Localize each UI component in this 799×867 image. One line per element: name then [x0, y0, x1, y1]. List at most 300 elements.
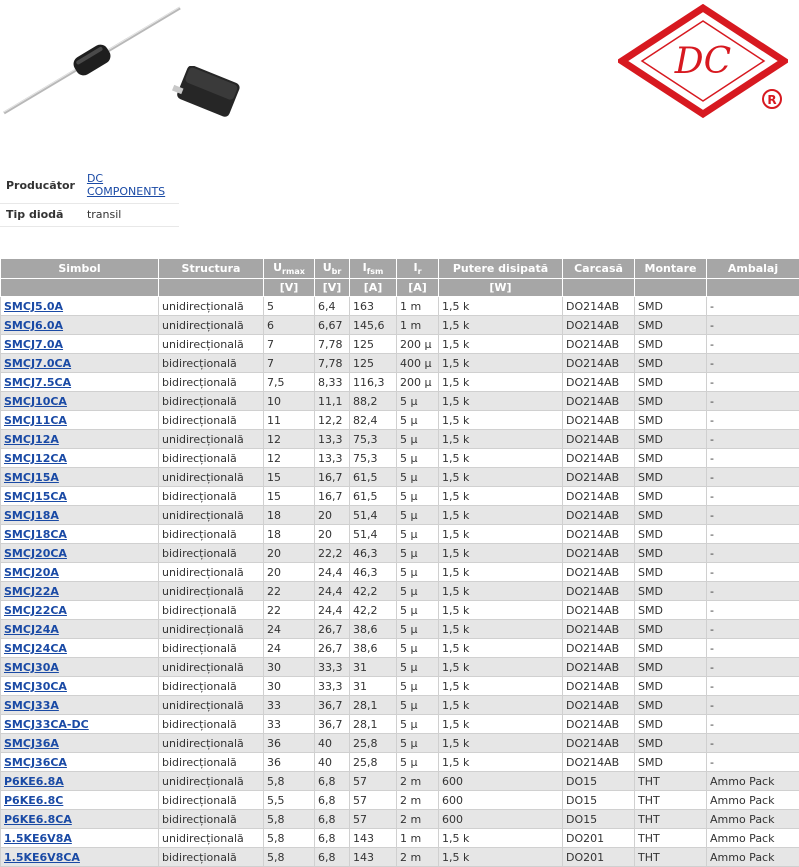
cell-structure: unidirecțională [159, 335, 264, 354]
product-info-table [0, 168, 179, 227]
cell-mount: SMD [635, 582, 707, 601]
cell-case: DO214AB [563, 525, 635, 544]
svg-text:R: R [767, 93, 776, 107]
product-link[interactable]: SMCJ24A [4, 623, 59, 636]
table-row[interactable] [1, 544, 799, 563]
cell-ir: 5 μ [397, 506, 439, 525]
cell-ir: 2 m [397, 810, 439, 829]
cell-structure: bidirecțională [159, 715, 264, 734]
cell-ir: 5 μ [397, 601, 439, 620]
cell-structure: unidirecțională [159, 696, 264, 715]
cell-case: DO214AB [563, 620, 635, 639]
cell-urmax: 12 [264, 430, 315, 449]
cell-power: 1,5 k [439, 715, 563, 734]
product-link[interactable]: P6KE6.8A [4, 775, 64, 788]
cell-structure: unidirecțională [159, 734, 264, 753]
cell-ubr: 36,7 [315, 696, 350, 715]
cell-case: DO214AB [563, 658, 635, 677]
cell-pack: - [707, 753, 799, 772]
cell-ifsm: 125 [350, 335, 397, 354]
cell-ifsm: 75,3 [350, 449, 397, 468]
cell-power: 1,5 k [439, 297, 563, 316]
cell-ifsm: 125 [350, 354, 397, 373]
col-header-ir[interactable]: $I_r$ [397, 259, 439, 279]
product-link[interactable]: SMCJ7.0CA [4, 357, 71, 370]
cell-urmax: 10 [264, 392, 315, 411]
cell-symbol [1, 734, 159, 753]
product-link[interactable]: SMCJ36A [4, 737, 59, 750]
cell-power: 1,5 k [439, 601, 563, 620]
cell-ifsm: 51,4 [350, 525, 397, 544]
cell-urmax: 18 [264, 525, 315, 544]
cell-pack: Ammo Pack [707, 791, 799, 810]
smd-package-image [172, 66, 244, 118]
cell-ifsm: 38,6 [350, 620, 397, 639]
cell-symbol [1, 829, 159, 848]
cell-urmax: 5,8 [264, 829, 315, 848]
table-row[interactable] [1, 506, 799, 525]
cell-power: 1,5 k [439, 525, 563, 544]
cell-ubr: 13,3 [315, 449, 350, 468]
product-link[interactable]: SMCJ36CA [4, 756, 67, 769]
cell-case: DO214AB [563, 487, 635, 506]
cell-pack: Ammo Pack [707, 810, 799, 829]
cell-structure: unidirecțională [159, 658, 264, 677]
cell-ubr: 6,8 [315, 848, 350, 867]
table-row[interactable] [1, 430, 799, 449]
cell-urmax: 5,8 [264, 848, 315, 867]
cell-power: 1,5 k [439, 468, 563, 487]
cell-structure: bidirecțională [159, 753, 264, 772]
product-link[interactable]: SMCJ12CA [4, 452, 67, 465]
cell-case: DO214AB [563, 392, 635, 411]
cell-ir: 5 μ [397, 468, 439, 487]
cell-ubr: 11,1 [315, 392, 350, 411]
col-header-structure[interactable]: Structura [159, 259, 264, 279]
cell-mount: SMD [635, 601, 707, 620]
table-header-row [1, 259, 799, 279]
cell-ubr: 6,8 [315, 772, 350, 791]
cell-ifsm: 28,1 [350, 696, 397, 715]
cell-structure: unidirecțională [159, 468, 264, 487]
cell-ifsm: 42,2 [350, 582, 397, 601]
cell-case: DO201 [563, 829, 635, 848]
info-label: Tip diodă [0, 204, 81, 227]
cell-ir: 2 m [397, 848, 439, 867]
cell-symbol [1, 468, 159, 487]
cell-case: DO214AB [563, 563, 635, 582]
cell-symbol [1, 582, 159, 601]
cell-symbol [1, 696, 159, 715]
product-link[interactable]: SMCJ20A [4, 566, 59, 579]
cell-urmax: 7,5 [264, 373, 315, 392]
table-row[interactable] [1, 411, 799, 430]
cell-urmax: 15 [264, 468, 315, 487]
cell-pack: - [707, 696, 799, 715]
cell-case: DO214AB [563, 734, 635, 753]
product-link[interactable]: SMCJ15A [4, 471, 59, 484]
cell-urmax: 33 [264, 696, 315, 715]
col-header-urmax[interactable]: $U_{rmax}$ [264, 259, 315, 279]
cell-mount: SMD [635, 449, 707, 468]
cell-pack: Ammo Pack [707, 829, 799, 848]
cell-symbol [1, 430, 159, 449]
cell-symbol [1, 316, 159, 335]
cell-mount: SMD [635, 411, 707, 430]
cell-ubr: 36,7 [315, 715, 350, 734]
table-row[interactable] [1, 468, 799, 487]
unit-urmax: [V] [264, 279, 315, 297]
cell-pack: - [707, 430, 799, 449]
unit-power: [W] [439, 279, 563, 297]
cell-power: 1,5 k [439, 506, 563, 525]
cell-mount: SMD [635, 373, 707, 392]
cell-pack: - [707, 316, 799, 335]
product-link[interactable]: SMCJ33A [4, 699, 59, 712]
cell-symbol [1, 715, 159, 734]
cell-ir: 2 m [397, 791, 439, 810]
cell-ir: 1 m [397, 829, 439, 848]
cell-ifsm: 57 [350, 810, 397, 829]
cell-ifsm: 163 [350, 297, 397, 316]
product-link[interactable]: SMCJ30A [4, 661, 59, 674]
cell-structure: unidirecțională [159, 582, 264, 601]
product-images-header [0, 0, 799, 130]
cell-ubr: 26,7 [315, 639, 350, 658]
cell-structure: bidirecțională [159, 810, 264, 829]
cell-urmax: 22 [264, 582, 315, 601]
cell-symbol [1, 354, 159, 373]
table-row[interactable] [1, 487, 799, 506]
cell-ubr: 7,78 [315, 335, 350, 354]
product-link[interactable]: SMCJ33CA-DC [4, 718, 89, 731]
cell-structure: unidirecțională [159, 316, 264, 335]
cell-case: DO214AB [563, 753, 635, 772]
table-row[interactable] [1, 316, 799, 335]
table-row[interactable] [1, 582, 799, 601]
cell-ifsm: 31 [350, 677, 397, 696]
cell-symbol [1, 297, 159, 316]
table-row[interactable] [1, 772, 799, 791]
cell-ubr: 7,78 [315, 354, 350, 373]
col-header-ifsm[interactable]: $I_{fsm}$ [350, 259, 397, 279]
cell-ir: 5 μ [397, 487, 439, 506]
cell-urmax: 7 [264, 354, 315, 373]
cell-symbol [1, 620, 159, 639]
product-link[interactable]: SMCJ30CA [4, 680, 67, 693]
col-header-symbol[interactable]: Simbol [1, 259, 159, 279]
cell-urmax: 7 [264, 335, 315, 354]
unit-ubr: [V] [315, 279, 350, 297]
cell-case: DO214AB [563, 544, 635, 563]
cell-ubr: 13,3 [315, 430, 350, 449]
cell-urmax: 24 [264, 639, 315, 658]
cell-ifsm: 61,5 [350, 468, 397, 487]
cell-ubr: 16,7 [315, 487, 350, 506]
cell-pack: - [707, 525, 799, 544]
cell-mount: SMD [635, 696, 707, 715]
product-link[interactable]: SMCJ12A [4, 433, 59, 446]
cell-case: DO214AB [563, 316, 635, 335]
cell-ifsm: 88,2 [350, 392, 397, 411]
cell-ubr: 12,2 [315, 411, 350, 430]
cell-pack: - [707, 354, 799, 373]
cell-structure: bidirecțională [159, 411, 264, 430]
cell-structure: bidirecțională [159, 392, 264, 411]
dc-components-logo [618, 4, 788, 119]
table-row[interactable] [1, 658, 799, 677]
cell-mount: THT [635, 848, 707, 867]
table-row[interactable] [1, 601, 799, 620]
product-link[interactable]: 1.5KE6V8CA [4, 851, 80, 864]
cell-ubr: 20 [315, 525, 350, 544]
cell-ubr: 6,8 [315, 791, 350, 810]
cell-ifsm: 46,3 [350, 563, 397, 582]
cell-symbol [1, 791, 159, 810]
table-row[interactable] [1, 525, 799, 544]
cell-power: 1,5 k [439, 449, 563, 468]
info-row-producer [0, 168, 179, 204]
cell-structure: bidirecțională [159, 544, 264, 563]
cell-ifsm: 116,3 [350, 373, 397, 392]
cell-ubr: 24,4 [315, 601, 350, 620]
cell-power: 1,5 k [439, 335, 563, 354]
table-row[interactable] [1, 392, 799, 411]
col-header-case[interactable]: Carcasă [563, 259, 635, 279]
table-units-row [1, 279, 799, 297]
cell-power: 1,5 k [439, 734, 563, 753]
cell-case: DO214AB [563, 335, 635, 354]
cell-mount: SMD [635, 354, 707, 373]
info-value: transil [81, 204, 179, 227]
cell-symbol [1, 487, 159, 506]
cell-case: DO214AB [563, 430, 635, 449]
cell-symbol [1, 506, 159, 525]
cell-ifsm: 143 [350, 829, 397, 848]
cell-symbol [1, 373, 159, 392]
table-row[interactable] [1, 829, 799, 848]
cell-ifsm: 61,5 [350, 487, 397, 506]
cell-ubr: 6,4 [315, 297, 350, 316]
cell-power: 1,5 k [439, 639, 563, 658]
producer-link[interactable]: DC COMPONENTS [87, 172, 165, 198]
cell-pack: - [707, 411, 799, 430]
cell-case: DO15 [563, 791, 635, 810]
cell-ifsm: 57 [350, 772, 397, 791]
cell-structure: unidirecțională [159, 829, 264, 848]
cell-urmax: 30 [264, 677, 315, 696]
cell-ubr: 6,67 [315, 316, 350, 335]
cell-symbol [1, 658, 159, 677]
cell-structure: unidirecțională [159, 563, 264, 582]
table-row[interactable] [1, 620, 799, 639]
cell-pack: Ammo Pack [707, 772, 799, 791]
product-link[interactable]: SMCJ22CA [4, 604, 67, 617]
product-link[interactable]: SMCJ11CA [4, 414, 67, 427]
table-row[interactable] [1, 449, 799, 468]
cell-ubr: 22,2 [315, 544, 350, 563]
product-link[interactable]: SMCJ20CA [4, 547, 67, 560]
cell-ir: 1 m [397, 297, 439, 316]
product-link[interactable]: SMCJ7.5CA [4, 376, 71, 389]
col-header-power[interactable]: Putere disipată [439, 259, 563, 279]
product-link[interactable]: SMCJ6.0A [4, 319, 63, 332]
cell-case: DO15 [563, 772, 635, 791]
cell-power: 1,5 k [439, 582, 563, 601]
unit-ir: [A] [397, 279, 439, 297]
cell-ifsm: 145,6 [350, 316, 397, 335]
cell-power: 1,5 k [439, 829, 563, 848]
col-header-mount[interactable]: Montare [635, 259, 707, 279]
cell-pack: - [707, 658, 799, 677]
cell-ifsm: 31 [350, 658, 397, 677]
product-link[interactable]: SMCJ10CA [4, 395, 67, 408]
cell-ifsm: 25,8 [350, 753, 397, 772]
product-table [0, 258, 799, 867]
col-header-pack[interactable]: Ambalaj [707, 259, 799, 279]
cell-pack: - [707, 468, 799, 487]
cell-ir: 5 μ [397, 392, 439, 411]
table-row[interactable] [1, 563, 799, 582]
cell-ir: 200 μ [397, 335, 439, 354]
table-row[interactable] [1, 715, 799, 734]
cell-ir: 5 μ [397, 715, 439, 734]
cell-power: 600 [439, 772, 563, 791]
cell-symbol [1, 677, 159, 696]
product-link[interactable]: SMCJ7.0A [4, 338, 63, 351]
cell-mount: SMD [635, 734, 707, 753]
cell-power: 1,5 k [439, 620, 563, 639]
cell-urmax: 15 [264, 487, 315, 506]
cell-mount: SMD [635, 639, 707, 658]
cell-pack: - [707, 449, 799, 468]
cell-structure: bidirecțională [159, 449, 264, 468]
cell-ifsm: 38,6 [350, 639, 397, 658]
cell-mount: SMD [635, 620, 707, 639]
cell-power: 600 [439, 810, 563, 829]
product-link[interactable]: P6KE6.8C [4, 794, 63, 807]
table-row[interactable] [1, 791, 799, 810]
table-row[interactable] [1, 639, 799, 658]
logo-text: DC [674, 41, 731, 82]
cell-ubr: 6,8 [315, 829, 350, 848]
cell-ir: 5 μ [397, 753, 439, 772]
cell-urmax: 6 [264, 316, 315, 335]
product-link[interactable]: SMCJ22A [4, 585, 59, 598]
info-value [81, 168, 179, 204]
cell-ir: 200 μ [397, 373, 439, 392]
cell-pack: - [707, 563, 799, 582]
cell-case: DO214AB [563, 582, 635, 601]
cell-mount: THT [635, 791, 707, 810]
cell-pack: - [707, 506, 799, 525]
cell-pack: - [707, 487, 799, 506]
cell-power: 1,5 k [439, 753, 563, 772]
product-link[interactable]: SMCJ18A [4, 509, 59, 522]
table-row[interactable] [1, 354, 799, 373]
cell-urmax: 5,8 [264, 772, 315, 791]
cell-mount: THT [635, 772, 707, 791]
cell-structure: bidirecțională [159, 601, 264, 620]
cell-mount: SMD [635, 753, 707, 772]
cell-urmax: 20 [264, 544, 315, 563]
cell-ifsm: 57 [350, 791, 397, 810]
table-row[interactable] [1, 373, 799, 392]
cell-structure: bidirecțională [159, 373, 264, 392]
cell-structure: unidirecțională [159, 430, 264, 449]
cell-structure: unidirecțională [159, 772, 264, 791]
cell-ir: 5 μ [397, 430, 439, 449]
cell-power: 1,5 k [439, 316, 563, 335]
cell-mount: SMD [635, 316, 707, 335]
cell-case: DO214AB [563, 411, 635, 430]
cell-ubr: 40 [315, 734, 350, 753]
col-header-ubr[interactable]: $U_{br}$ [315, 259, 350, 279]
cell-ir: 5 μ [397, 582, 439, 601]
product-link[interactable]: P6KE6.8CA [4, 813, 72, 826]
cell-case: DO214AB [563, 677, 635, 696]
product-link[interactable]: 1.5KE6V8A [4, 832, 72, 845]
cell-ir: 5 μ [397, 449, 439, 468]
cell-pack: - [707, 544, 799, 563]
cell-power: 600 [439, 791, 563, 810]
cell-urmax: 24 [264, 620, 315, 639]
cell-ir: 5 μ [397, 639, 439, 658]
cell-mount: SMD [635, 563, 707, 582]
cell-structure: bidirecțională [159, 354, 264, 373]
table-row[interactable] [1, 734, 799, 753]
cell-pack: - [707, 639, 799, 658]
cell-power: 1,5 k [439, 392, 563, 411]
table-row[interactable] [1, 810, 799, 829]
cell-pack: - [707, 582, 799, 601]
cell-ubr: 16,7 [315, 468, 350, 487]
cell-symbol [1, 392, 159, 411]
cell-case: DO214AB [563, 449, 635, 468]
table-row[interactable] [1, 696, 799, 715]
table-row[interactable] [1, 753, 799, 772]
cell-pack: - [707, 601, 799, 620]
cell-pack: - [707, 392, 799, 411]
table-row[interactable] [1, 297, 799, 316]
cell-mount: SMD [635, 468, 707, 487]
cell-ubr: 40 [315, 753, 350, 772]
cell-urmax: 12 [264, 449, 315, 468]
cell-mount: THT [635, 829, 707, 848]
table-row[interactable] [1, 677, 799, 696]
unit-ifsm: [A] [350, 279, 397, 297]
cell-case: DO214AB [563, 696, 635, 715]
cell-mount: SMD [635, 525, 707, 544]
table-row[interactable] [1, 335, 799, 354]
product-link[interactable]: SMCJ15CA [4, 490, 67, 503]
cell-structure: unidirecțională [159, 506, 264, 525]
cell-mount: SMD [635, 430, 707, 449]
product-link[interactable]: SMCJ24CA [4, 642, 67, 655]
axial-diode-image [0, 0, 185, 120]
cell-structure: bidirecțională [159, 487, 264, 506]
cell-urmax: 36 [264, 753, 315, 772]
cell-power: 1,5 k [439, 658, 563, 677]
cell-case: DO214AB [563, 601, 635, 620]
cell-ubr: 8,33 [315, 373, 350, 392]
cell-mount: SMD [635, 658, 707, 677]
cell-ir: 400 μ [397, 354, 439, 373]
cell-power: 1,5 k [439, 563, 563, 582]
product-link[interactable]: SMCJ18CA [4, 528, 67, 541]
cell-mount: SMD [635, 677, 707, 696]
product-link[interactable]: SMCJ5.0A [4, 300, 63, 313]
